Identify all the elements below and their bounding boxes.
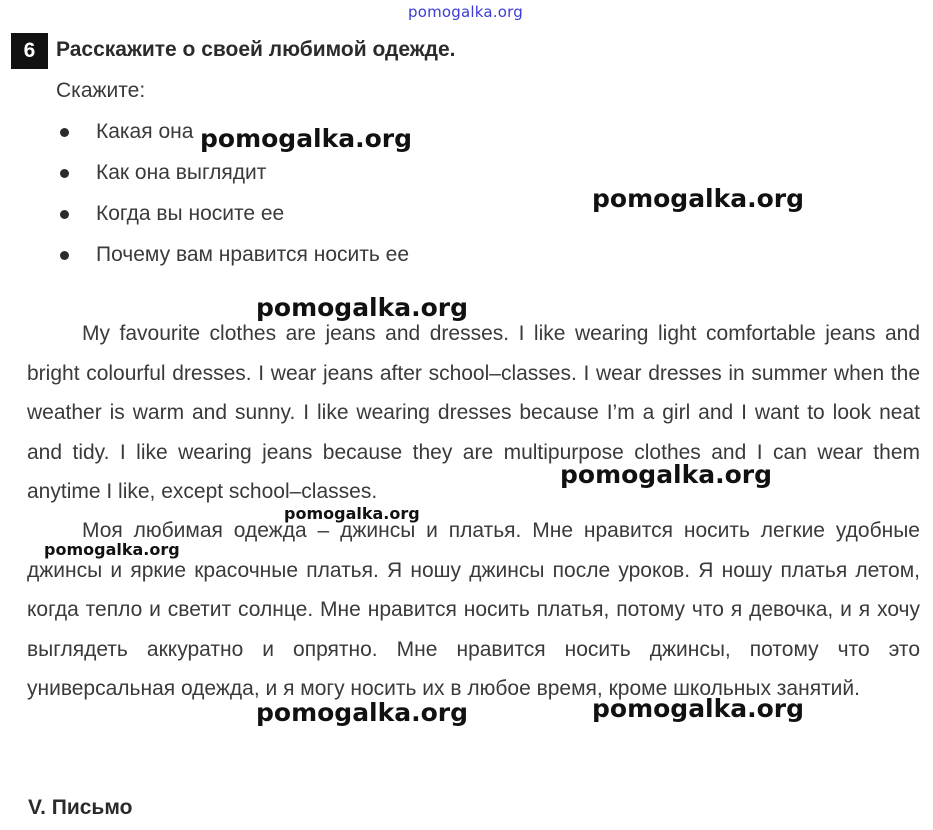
watermark-8: pomogalka.org [592,694,805,723]
bullet-icon [60,251,69,260]
list-item [60,201,409,242]
watermark-4: pomogalka.org [560,460,773,489]
bullet-text: Когда вы носите ее [96,202,285,225]
bullet-text: Какая она [96,120,194,143]
watermark-1: pomogalka.org [200,124,413,153]
list-item [60,160,409,201]
watermark-7: pomogalka.org [256,698,469,727]
bullet-text: Почему вам нравится носить ее [96,243,410,266]
watermark-6: pomogalka.org [44,540,180,559]
site-watermark-link[interactable]: pomogalka.org [408,3,523,21]
watermark-5: pomogalka.org [284,504,420,523]
answer-russian-paragraph: Моя любимая одежда – джинсы и платья. Мне нравится носить легкие удобные джинсы и яркие красочные платья. Я ношу джинсы после уроков. Я ношу платья летом, когда тепло и светит солнце. Мне нравится носить платья, потому что я девочка, и я хочу выглядеть аккуратно и опрятно. Мне нравится носить джинсы, потому что это универсальная одежда, и я могу носить их в любое время, кроме школьных занятий. [27,519,920,701]
list-item [60,242,409,283]
watermark-3: pomogalka.org [256,293,469,322]
next-section-title: V. Письмо [28,796,133,819]
bullet-icon [60,128,69,137]
bullet-icon [60,210,69,219]
watermark-2: pomogalka.org [592,184,805,213]
bullet-icon [60,169,69,178]
task-title: Расскажите о своей любимой одежде. [56,38,456,61]
task-prompt: Скажите: [56,79,146,102]
bullet-text: Как она выглядит [96,161,267,184]
answer-english-paragraph: My favourite clothes are jeans and dresses. I like wearing light comfortable jeans and bright colourful dresses. I wear jeans after school–classes. I wear dresses in summer when the weather is warm and sunny. I like wearing dresses because I’m a girl and I want to look neat and tidy. I like wearing jeans because they are multipurpose clothes and I can wear them anytime I like, except school–classes. [27,322,920,504]
task-number-badge: 6 [11,33,48,69]
